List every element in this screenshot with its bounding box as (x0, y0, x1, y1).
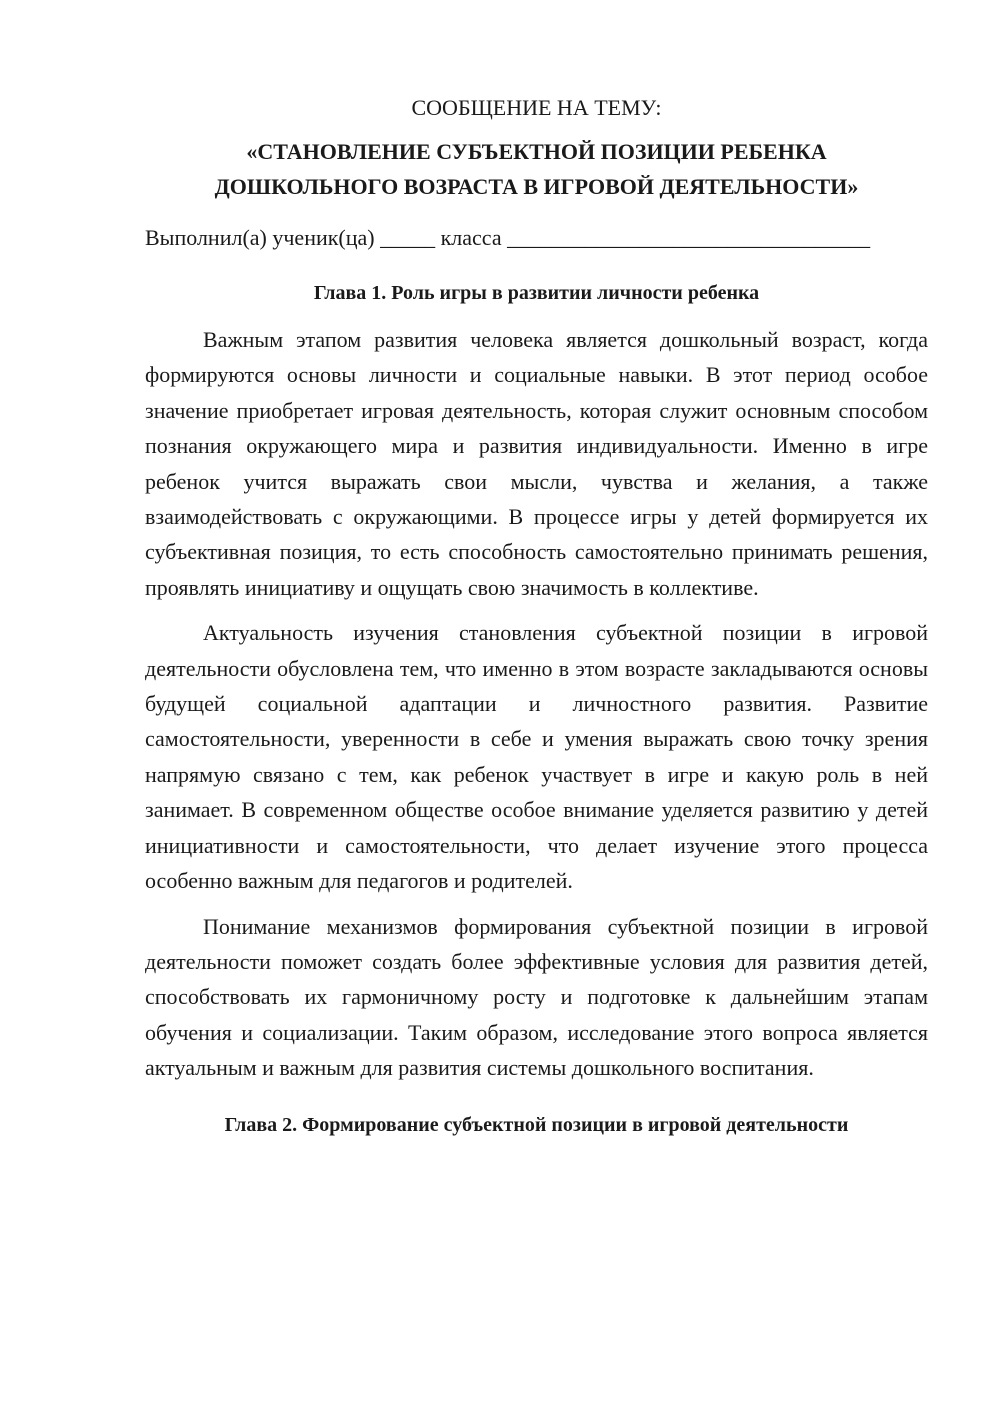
document-title-line-2: ДОШКОЛЬНОГО ВОЗРАСТА В ИГРОВОЙ ДЕЯТЕЛЬНОСТИ» (214, 174, 859, 199)
paragraph-1: Важным этапом развития человека является дошкольный возраст, когда формируются основы личности и социальные навыки. В этот период особое значение приобретает игровая деятельность, которая служит основным способом познания окружающего мира и развития индивидуальности. Именно в игре ребенок учится выражать свои мысли, чувства и желания, а также взаимодействовать с окружающими. В процессе игры у детей формируется их субъективная позиция, то есть способность самостоятельно принимать решения, проявлять инициативу и ощущать свою значимость в коллективе. (145, 327, 928, 600)
chapter-2-heading: Глава 2. Формирование субъектной позиции в игровой деятельности (224, 1113, 849, 1136)
document-title-line-1: «СТАНОВЛЕНИЕ СУБЪЕКТНОЙ ПОЗИЦИИ РЕБЕНКА (246, 139, 827, 164)
paragraph-2: Актуальность изучения становления субъектной позиции в игровой деятельности обусловлена тем, что именно в этом возрасте закладываются основы будущей социальной адаптации и личностного развития. Развитие самостоятельности, уверенности в себе и умения выражать свою точку зрения напрямую связано с тем, как ребенок участвует в игре и какую роль в ней занимает. В современном обществе особое внимание уделяется развитию у детей инициативности и самостоятельности, что делает изучение этого процесса особенно важным для педагогов и родителей. (145, 620, 928, 894)
document-title (145, 134, 928, 204)
paragraph-3: Понимание механизмов формирования субъектной позиции в игровой деятельности поможет создать более эффективные условия для развития детей, способствовать их гармоничному росту и подготовке к дальнейшим этапам обучения и социализации. Таким образом, исследование этого вопроса является актуальным и важным для развития системы дошкольного воспитания. (145, 913, 928, 1081)
signature-line: Выполнил(а) ученик(ца) _____ класса _________________________________ (145, 225, 871, 250)
document-kicker: СООБЩЕНИЕ НА ТЕМУ: (411, 95, 662, 120)
document-page (145, 92, 928, 1154)
chapter-1-heading: Глава 1. Роль игры в развитии личности ребенка (313, 282, 760, 304)
